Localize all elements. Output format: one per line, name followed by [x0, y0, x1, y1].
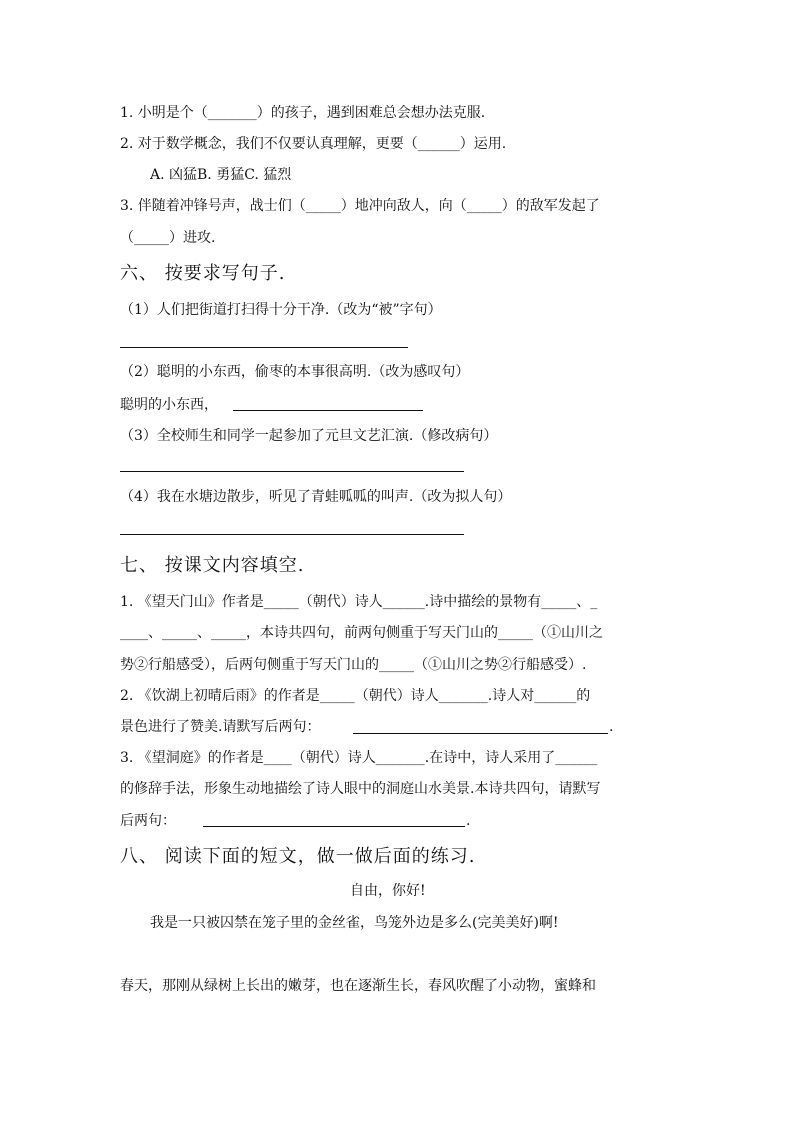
prompt-6-4: （4）我在水塘边散步，听见了青蛙呱呱的叫声.（改为拟人句） [120, 489, 512, 505]
answer-line-6-2[interactable] [233, 410, 423, 411]
prompt-6-2: （2）聪明的小东西，偷枣的本事很高明.（改为感叹句） [120, 364, 470, 380]
question-7-1-line3: 势②行船感受），后两句侧重于写天门山的_____（①山川之势②行船感受）. [120, 657, 587, 673]
answer-6-2-prefix: 聪明的小东西， [120, 397, 218, 413]
prompt-6-1: （1）人们把街道打扫得十分干净.（改为“被”字句） [120, 302, 442, 318]
question-7-2-line2: 景色进行了赞美.请默写后两句： [120, 719, 321, 735]
question-5-3-line2: （_____）进攻. [120, 230, 216, 246]
section-8-heading: 八、 阅读下面的短文，做一做后面的练习. [120, 846, 476, 867]
question-7-3-end: . [466, 813, 471, 829]
question-7-2-end: . [609, 719, 614, 735]
passage-paragraph-2: 春天，那刚从绿树上长出的嫩芽，也在逐渐生长，春风吹醒了小动物，蜜蜂和 [120, 978, 596, 994]
passage-title: 自由，你好! [350, 883, 426, 899]
question-5-1: 1. 小明是个（_______）的孩子，遇到困难总会想办法克服. [120, 105, 486, 121]
answer-line-7-3[interactable] [203, 826, 465, 827]
answer-line-6-1[interactable] [120, 347, 408, 348]
prompt-6-3: （3）全校师生和同学一起参加了元旦文艺汇演.（修改病句） [120, 428, 498, 444]
answer-line-7-2[interactable] [353, 733, 608, 734]
question-5-2-options: A. 凶猛B. 勇猛C. 猛烈 [150, 167, 292, 183]
question-7-3-line2: 的修辞手法，形象生动地描绘了诗人眼中的洞庭山水美景.本诗共四句，请默写 [120, 781, 601, 797]
answer-line-6-3[interactable] [120, 471, 464, 472]
section-6-heading: 六、 按要求写句子. [120, 263, 286, 284]
question-7-3-line3: 后两句： [120, 813, 176, 829]
question-5-2: 2. 对于数学概念，我们不仅要认真理解，更要（______）运用. [120, 136, 507, 152]
passage-paragraph-1: 我是一只被囚禁在笼子里的金丝雀，鸟笼外边是多么(完美美好)啊! [150, 915, 559, 931]
answer-line-6-4[interactable] [120, 534, 464, 535]
question-7-2-line1: 2. 《饮湖上初晴后雨》的作者是_____（朝代）诗人_______.诗人对______的 [120, 688, 591, 704]
question-7-3-line1: 3. 《望洞庭》的作者是____（朝代）诗人_______.在诗中，诗人采用了______ [120, 750, 598, 766]
question-7-1-line2: ____、_____、_____，本诗共四句，前两句侧重于写天门山的_____（①山川之 [120, 625, 603, 641]
section-7-heading: 七、 按课文内容填空. [120, 555, 305, 576]
question-7-1-line1: 1. 《望天门山》作者是_____（朝代）诗人______.诗中描绘的景物有_____、_ [120, 594, 598, 610]
question-5-3-line1: 3. 伴随着冲锋号声，战士们（_____）地冲向敌人，向（_____）的敌军发起了 [120, 198, 600, 214]
